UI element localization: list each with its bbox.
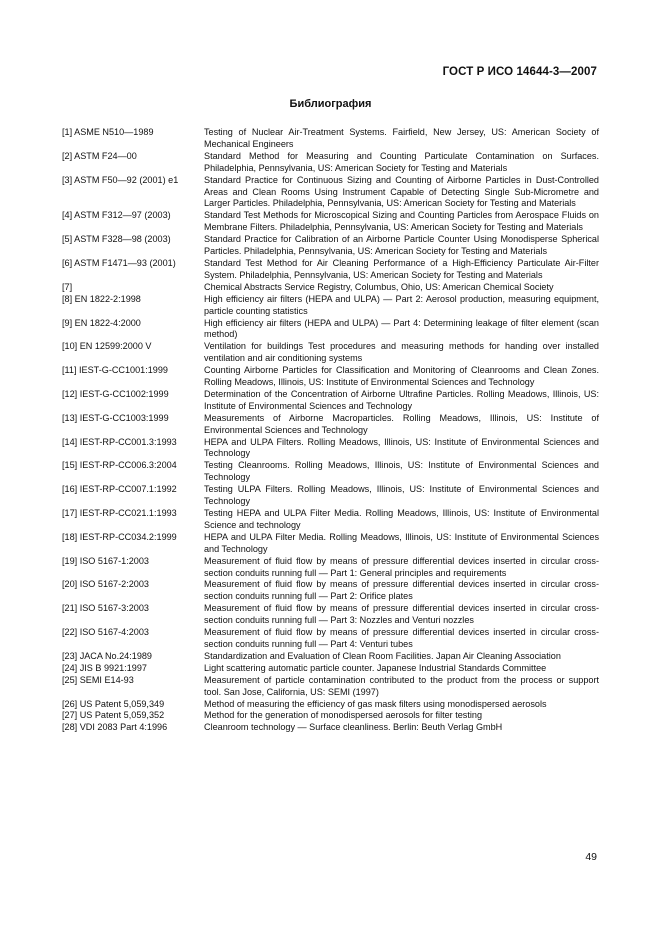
reference-label: [27] US Patent 5,059,352 <box>62 710 165 721</box>
reference-text: Measurement of fluid flow by means of pressure differential devices inserted in circular cross-section conduits running full — Part 3: Nozzles and Venturi nozzles <box>204 603 599 626</box>
reference-entry <box>62 484 599 508</box>
reference-entry <box>62 603 599 627</box>
reference-label: [25] SEMI E14-93 <box>62 674 134 685</box>
reference-label: [26] US Patent 5,059,349 <box>62 698 165 709</box>
reference-text: Chemical Abstracts Service Registry, Columbus, Ohio, US: American Chemical Society <box>204 281 554 292</box>
reference-text: Testing ULPA Filters. Rolling Meadows, Illinois, US: Institute of Environmental Sciences and Technology <box>204 484 599 507</box>
reference-label: [5] ASTM F328—98 (2003) <box>62 234 171 245</box>
reference-text: Testing Cleanrooms. Rolling Meadows, Illinois, US: Institute of Environmental Sciences and Technology <box>204 460 599 483</box>
reference-text: High efficiency air filters (HEPA and ULPA) — Part 4: Determining leakage of filter element (scan method) <box>204 317 599 340</box>
reference-text: Measurement of fluid flow by means of pressure differential devices inserted in circular cross-section conduits running full — Part 1: General principles and requirements <box>204 555 599 578</box>
reference-entry <box>62 508 599 532</box>
reference-text: Light scattering automatic particle counter. Japanese Industrial Standards Committee <box>204 662 547 673</box>
reference-label: [19] ISO 5167-1:2003 <box>62 555 149 566</box>
reference-label: [15] IEST-RP-CC006.3:2004 <box>62 460 177 471</box>
reference-text: Determination of the Concentration of Airborne Ultrafine Particles. Rolling Meadows, Illinois, US: Institute of Environmental Sciences and Technology <box>204 388 599 411</box>
reference-label: [11] IEST-G-CC1001:1999 <box>62 365 168 376</box>
reference-text: Standard Practice for Calibration of an Airborne Particle Counter Using Monodisperse Spherical Particles. Philadelphia, Pennsylvania, US: American Society for Testing and Materials <box>204 234 599 257</box>
reference-entry <box>62 282 599 294</box>
reference-entry <box>62 579 599 603</box>
reference-label: [17] IEST-RP-CC021.1:1993 <box>62 508 177 518</box>
reference-label: [12] IEST-G-CC1002:1999 <box>62 388 169 399</box>
reference-entry <box>62 627 599 651</box>
reference-label: [28] VDI 2083 Part 4:1996 <box>62 722 168 733</box>
reference-entry <box>62 663 599 675</box>
reference-entry <box>62 413 599 437</box>
reference-text: Testing HEPA and ULPA Filter Media. Rolling Meadows, Illinois, US: Institute of Environmental Science and technology <box>204 508 599 530</box>
reference-label: [1] ASME N510—1989 <box>62 127 154 137</box>
reference-entry <box>62 151 599 175</box>
reference-text: Measurement of fluid flow by means of pressure differential devices inserted in circular cross-section conduits running full — Part 2: Orifice plates <box>204 579 599 602</box>
page-title: Библиография <box>289 98 372 110</box>
reference-label: [13] IEST-G-CC1003:1999 <box>62 412 169 423</box>
reference-label: [3] ASTM F50—92 (2001) e1 <box>62 174 179 185</box>
reference-text: Counting Airborne Particles for Classification and Monitoring of Cleanrooms and Clean Zones. Rolling Meadows, Illinois, US: Institute of Environmental Sciences and Technology <box>204 365 599 388</box>
reference-text: HEPA and ULPA Filter Media. Rolling Meadows, Illinois, US: Institute of Environmental Sciences and Technology <box>204 531 599 554</box>
reference-entry <box>62 365 599 389</box>
reference-text: Measurement of fluid flow by means of pressure differential devices inserted in circular cross-section conduits running full — Part 4: Venturi tubes <box>204 627 599 649</box>
reference-entry <box>62 532 599 556</box>
reference-text: High efficiency air filters (HEPA and ULPA) — Part 2: Aerosol production, measuring equipment, particle counting statistics <box>204 293 599 316</box>
reference-label: [14] IEST-RP-CC001.3:1993 <box>62 436 177 447</box>
reference-label: [23] JACA No.24:1989 <box>62 650 152 661</box>
reference-entry <box>62 294 599 318</box>
reference-label: [22] ISO 5167-4:2003 <box>62 627 149 638</box>
reference-text: Standard Test Method for Air Cleaning Performance of a High-Efficiency Particulate Air-Filter System. Philadelphia, Pennsylvania, US: American Society for Testing and Materials <box>204 257 599 280</box>
reference-entry <box>62 675 599 699</box>
reference-entry <box>62 651 599 663</box>
reference-entry <box>62 710 599 722</box>
reference-text: HEPA and ULPA Filters. Rolling Meadows, Illinois, US: Institute of Environmental Sciences and Technology <box>204 436 599 459</box>
reference-entry <box>62 460 599 484</box>
reference-label: [9] EN 1822-4:2000 <box>62 317 141 328</box>
reference-label: [2] ASTM F24—00 <box>62 150 137 161</box>
reference-text: Cleanroom technology — Surface cleanliness. Berlin: Beuth Verlag GmbH <box>204 722 503 733</box>
reference-text: Standard Practice for Continuous Sizing and Counting of Airborne Particles in Dust-Controlled Areas and Clean Rooms Using Instrument Capable of Detecting Single Sub-Micrometre and Larger Particles. Philadelphia, Pennsylvania, US: American Society for Testing and Materials <box>204 174 599 209</box>
reference-text: Measurement of particle contamination contributed to the product from the process or support tool. San Jose, California, US: SEMI (1997) <box>204 674 599 697</box>
page-number: 49 <box>585 851 597 863</box>
reference-label: [20] ISO 5167-2:2003 <box>62 579 149 590</box>
reference-entry <box>62 389 599 413</box>
reference-label: [4] ASTM F312—97 (2003) <box>62 210 171 221</box>
reference-text: Testing of Nuclear Air-Treatment Systems. Fairfield, New Jersey, US: American Society of Mechanical Engineers <box>204 127 599 149</box>
reference-label: [10] EN 12599:2000 V <box>62 341 152 352</box>
reference-text: Ventilation for buildings Test procedures and measuring methods for handing over installed ventilation and air conditioning systems <box>204 341 599 364</box>
reference-entry <box>62 437 599 461</box>
reference-entry <box>62 258 599 282</box>
reference-label: [21] ISO 5167-3:2003 <box>62 603 149 614</box>
reference-label: [16] IEST-RP-CC007.1:1992 <box>62 484 177 495</box>
reference-entry <box>62 318 599 342</box>
reference-label: [6] ASTM F1471—93 (2001) <box>62 257 176 268</box>
reference-text: Standard Method for Measuring and Counting Particulate Contamination on Surfaces. Philadelphia, Pennsylvania, US: American Society for Testing and Materials <box>204 150 599 173</box>
bibliography-list <box>62 127 599 734</box>
reference-label: [8] EN 1822-2:1998 <box>62 293 141 304</box>
reference-entry <box>62 556 599 580</box>
reference-text: Method of measuring the efficiency of gas mask filters using monodispersed aerosols <box>204 698 547 709</box>
reference-entry <box>62 722 599 734</box>
reference-entry <box>62 234 599 258</box>
reference-entry <box>62 341 599 365</box>
reference-label: [18] IEST-RP-CC034.2:1999 <box>62 531 177 542</box>
standard-header: ГОСТ Р ИСО 14644-3—2007 <box>442 66 597 78</box>
reference-entry <box>62 699 599 711</box>
reference-text: Standardization and Evaluation of Clean Room Facilities. Japan Air Cleaning Association <box>204 650 561 661</box>
reference-label: [7] <box>62 281 73 292</box>
reference-text: Standard Test Methods for Microscopical Sizing and Counting Particles from Aerospace Fluids on Membrane Filters. Philadelphia, Pennsylvania, US: American Society for Testing and Materials <box>204 210 599 233</box>
reference-label: [24] JIS B 9921:1997 <box>62 662 147 673</box>
reference-entry <box>62 175 599 211</box>
reference-entry <box>62 127 599 151</box>
reference-text: Method for the generation of monodispersed aerosols for filter testing <box>204 710 483 721</box>
reference-entry <box>62 210 599 234</box>
reference-text: Measurements of Airborne Macroparticles. Rolling Meadows, Illinois, US: Institute of Environmental Sciences and Technology <box>204 412 599 435</box>
